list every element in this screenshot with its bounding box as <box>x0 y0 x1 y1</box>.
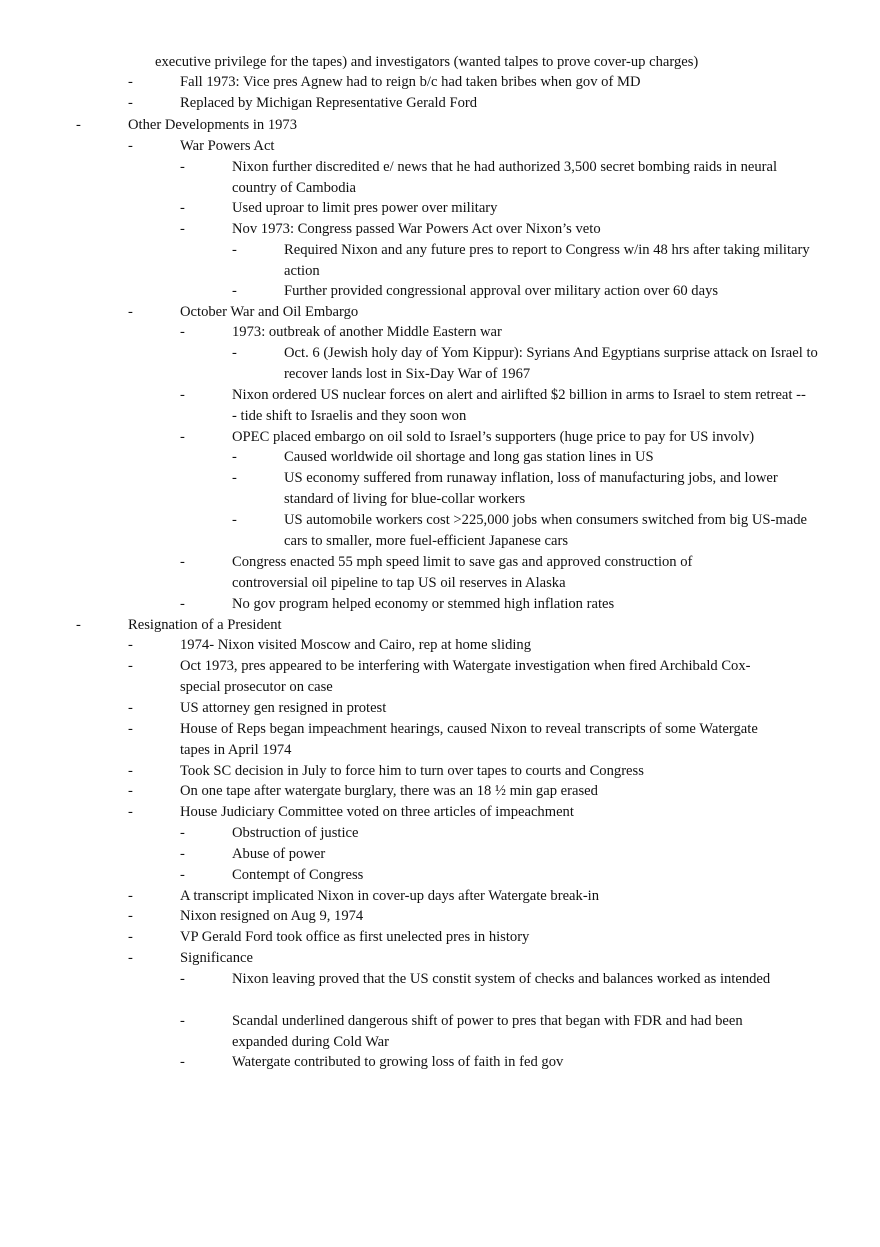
list-item-text: Fall 1973: Vice pres Agnew had to reign b/c had taken bribes when gov of MD <box>180 74 641 90</box>
list-item <box>180 322 832 343</box>
list-item <box>128 698 840 719</box>
list-item-text: Oct. 6 (Jewish holy day of Yom Kippur): Syrians And Egyptians surprise attack on Israel to recover lands lost in Six-Day War of 1967 <box>284 345 818 382</box>
bullet-dash: - <box>128 304 133 320</box>
section-heading <box>76 115 788 136</box>
list-item-text: Replaced by Michigan Representative Gerald Ford <box>180 95 478 111</box>
bullet-dash: - <box>128 950 133 966</box>
list-item-text: Nixon further discredited e/ news that he had authorized 3,500 secret bombing raids in neural country of Cambodia <box>232 159 778 196</box>
list-item-text: Took SC decision in July to force him to turn over tapes to courts and Congress <box>180 763 644 779</box>
list-item-text: War Powers Act <box>180 138 275 154</box>
bullet-dash: - <box>128 929 133 945</box>
list-item <box>180 865 832 886</box>
bullet-dash: - <box>180 159 185 175</box>
section-heading-text: Other Developments in 1973 <box>128 117 298 133</box>
bullet-dash: - <box>180 387 185 403</box>
bullet-dash: - <box>180 1054 185 1070</box>
section-heading-text: Resignation of a President <box>128 617 282 633</box>
list-item <box>128 719 760 761</box>
list-item <box>180 594 832 615</box>
bullet-dash: - <box>128 804 133 820</box>
list-item-text: Nixon leaving proved that the US constit system of checks and balances worked as intended <box>232 971 771 987</box>
list-item <box>180 1011 802 1053</box>
bullet-dash: - <box>232 449 237 465</box>
bullet-dash: - <box>128 138 133 154</box>
list-item <box>180 427 852 448</box>
list-item-text: 1974- Nixon visited Moscow and Cairo, rep at home sliding <box>180 637 532 653</box>
list-item <box>128 948 840 969</box>
list-item <box>128 656 780 698</box>
list-item <box>128 802 840 823</box>
list-item <box>180 844 832 865</box>
list-item <box>128 93 840 114</box>
list-item <box>180 157 792 199</box>
list-item-text: Oct 1973, pres appeared to be interfering with Watergate investigation when fired Archibald Cox- special prosecutor on case <box>180 658 751 695</box>
bullet-dash: - <box>180 846 185 862</box>
bullet-dash: - <box>76 117 81 133</box>
list-item-text: No gov program helped economy or stemmed high inflation rates <box>232 596 615 612</box>
list-item-text: Nixon resigned on Aug 9, 1974 <box>180 908 364 924</box>
bullet-dash: - <box>128 637 133 653</box>
bullet-dash: - <box>180 596 185 612</box>
list-item <box>232 281 844 302</box>
list-item-text: Used uproar to limit pres power over military <box>232 200 498 216</box>
bullet-dash: - <box>128 908 133 924</box>
list-item-text: House of Reps began impeachment hearings, caused Nixon to reveal transcripts of some Watergate tapes in April 1974 <box>180 721 758 758</box>
bullet-dash: - <box>128 95 133 111</box>
list-item <box>232 240 814 282</box>
list-item <box>128 927 840 948</box>
list-item-text: Nov 1973: Congress passed War Powers Act over Nixon’s veto <box>232 221 601 237</box>
list-item <box>232 468 799 510</box>
list-item <box>180 823 832 844</box>
list-item-text: US economy suffered from runaway inflation, loss of manufacturing jobs, and lower standard of living for blue-collar workers <box>284 470 778 507</box>
list-item <box>128 781 840 802</box>
list-item-text: 1973: outbreak of another Middle Eastern war <box>232 324 502 340</box>
list-item-text: Obstruction of justice <box>232 825 359 841</box>
list-item-text: Nixon ordered US nuclear forces on alert and airlifted $2 billion in arms to Israel to stem retreat --- tide shift to Israelis and they soon won <box>232 387 806 424</box>
list-item-text: Significance <box>180 950 253 966</box>
list-item-text: A transcript implicated Nixon in cover-up days after Watergate break-in <box>180 888 600 904</box>
list-item <box>128 635 840 656</box>
list-item <box>128 886 840 907</box>
list-item <box>180 219 832 240</box>
list-item-text: Contempt of Congress <box>232 867 364 883</box>
list-item-text: US automobile workers cost >225,000 jobs when consumers switched from big US-made cars to smaller, more fuel-efficient Japanese cars <box>284 512 807 549</box>
list-item <box>128 761 840 782</box>
list-item-text: Abuse of power <box>232 846 326 862</box>
list-item <box>180 969 777 990</box>
section-heading <box>76 615 788 636</box>
bullet-dash: - <box>232 345 237 361</box>
list-item-text: Caused worldwide oil shortage and long gas station lines in US <box>284 449 654 465</box>
bullet-dash: - <box>128 763 133 779</box>
list-item-text: October War and Oil Embargo <box>180 304 359 320</box>
bullet-dash: - <box>180 221 185 237</box>
list-item-text: Further provided congressional approval over military action over 60 days <box>284 283 719 299</box>
list-item-text: House Judiciary Committee voted on three articles of impeachment <box>180 804 574 820</box>
bullet-dash: - <box>128 74 133 90</box>
list-item <box>232 510 814 552</box>
bullet-dash: - <box>180 324 185 340</box>
bullet-dash: - <box>128 721 133 737</box>
list-item <box>128 72 840 93</box>
bullet-dash: - <box>232 283 237 299</box>
bullet-dash: - <box>180 971 185 987</box>
bullet-dash: - <box>180 1013 185 1029</box>
bullet-dash: - <box>180 825 185 841</box>
list-item <box>180 198 832 219</box>
list-item-text: Scandal underlined dangerous shift of power to pres that began with FDR and had been expanded during Cold War <box>232 1013 743 1050</box>
bullet-dash: - <box>128 888 133 904</box>
list-item <box>180 1052 832 1073</box>
list-item <box>232 343 819 385</box>
continuation-line: executive privilege for the tapes) and investigators (wanted talpes to prove cover-up charges) <box>155 54 699 70</box>
list-item-text: Congress enacted 55 mph speed limit to save gas and approved construction of controversial oil pipeline to tap US oil reserves in Alaska <box>232 554 693 591</box>
list-item-text: US attorney gen resigned in protest <box>180 700 387 716</box>
bullet-dash: - <box>180 429 185 445</box>
bullet-dash: - <box>128 783 133 799</box>
bullet-dash: - <box>180 554 185 570</box>
list-item-text: On one tape after watergate burglary, there was an 18 ½ min gap erased <box>180 783 598 799</box>
list-item <box>128 136 840 157</box>
list-item-text: VP Gerald Ford took office as first unelected pres in history <box>180 929 530 945</box>
list-item-text: OPEC placed embargo on oil sold to Israel’s supporters (huge price to pay for US involv) <box>232 429 755 445</box>
list-item <box>128 302 840 323</box>
list-item-text: Watergate contributed to growing loss of faith in fed gov <box>232 1054 564 1070</box>
bullet-dash: - <box>232 242 237 258</box>
bullet-dash: - <box>180 200 185 216</box>
bullet-dash: - <box>180 867 185 883</box>
list-item <box>180 552 752 594</box>
list-item <box>232 447 844 468</box>
bullet-dash: - <box>76 617 81 633</box>
bullet-dash: - <box>128 658 133 674</box>
bullet-dash: - <box>128 700 133 716</box>
bullet-dash: - <box>232 512 237 528</box>
list-item <box>180 385 810 427</box>
bullet-dash: - <box>232 470 237 486</box>
list-item-text: Required Nixon and any future pres to report to Congress w/in 48 hrs after taking military action <box>284 242 810 279</box>
list-item <box>128 906 840 927</box>
